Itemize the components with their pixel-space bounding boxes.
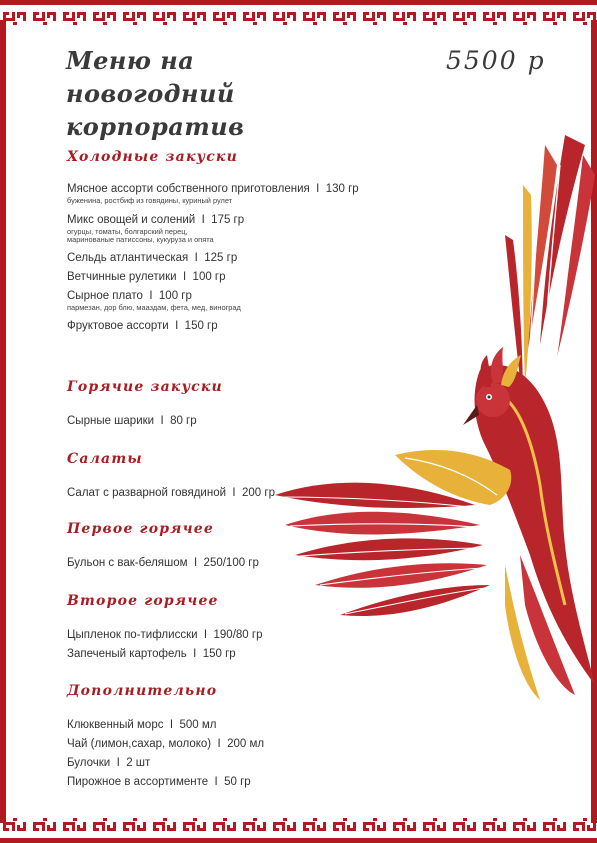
menu-item [67,181,359,206]
item-weight: 50 гр [224,776,251,788]
separator: I [194,251,198,264]
section-title: Второе горячее [67,593,219,609]
item-weight: 100 гр [192,270,226,283]
separator: I [182,270,187,283]
section-additional [67,682,264,790]
section-second-course [67,592,262,662]
section-first-course [67,520,259,571]
item-name: Мясное ассорти собственного приготовления [67,183,310,195]
item-name: Сырные шарики [67,415,155,427]
item-weight: 500 мл [179,719,217,731]
section-title: Холодные закуски [67,149,238,165]
separator: I [160,415,164,427]
menu-item [67,717,264,733]
separator: I [201,213,205,226]
item-name: Чай (лимон,сахар, молоко) [67,738,212,750]
menu-item [67,646,262,662]
separator: I [169,719,174,731]
menu-item [67,755,264,771]
item-weight: 125 гр [204,251,238,264]
item-name: Цыпленок по-тифлисски [67,629,198,641]
item-name: Клюквенный морс [67,719,164,731]
menu-item [67,288,359,313]
item-note: буженина, ростбиф из говядины, куриный рулет [67,196,233,205]
item-name: Булочки [67,757,111,769]
item-note: пармезан, дор блю, мааздам, фета, мед, виноград [67,302,241,312]
item-name: Запеченый картофель [67,648,187,660]
item-weight: 200 мл [227,738,265,750]
menu-item [67,269,359,285]
section-title: Дополнительно [67,683,218,699]
menu-item [67,736,264,752]
separator: I [193,648,197,660]
section-title: Первое горячее [67,521,215,537]
separator: I [217,738,221,750]
item-weight: 175 гр [211,213,245,226]
item-weight: 80 гр [170,415,197,427]
separator: I [316,183,320,195]
item-name: Сельдь атлантическая [67,251,189,264]
separator: I [214,776,218,788]
separator: I [232,487,236,499]
section-cold-starters [67,148,359,334]
section-title: Горячие закуски [67,379,223,395]
separator: I [149,289,153,302]
menu-item [67,627,262,643]
item-note-2: маринованые патиссоны, кукуруза и опята [67,235,214,244]
item-weight: 130 гр [325,183,359,195]
item-name: Пирожное в ассортименте [67,776,209,788]
item-weight: 150 гр [202,648,236,660]
item-name: Салат с разварной говядиной [67,487,227,499]
separator: I [203,629,208,641]
section-salads [67,450,275,501]
item-note: огурцы, томаты, болгарский перец, [67,226,188,236]
separator: I [193,557,198,569]
menu-item [67,774,264,790]
menu-item [67,212,359,245]
menu-item [67,318,359,334]
item-weight: 250/100 гр [203,557,259,569]
item-name: Микс овощей и солений [67,213,196,226]
item-weight: 200 гр [242,487,275,499]
separator: I [116,757,120,769]
menu-item [67,485,275,501]
section-hot-starters [67,378,223,429]
section-title: Салаты [67,451,143,467]
item-name: Фруктовое ассорти [67,320,169,332]
item-weight: 190/80 гр [213,629,263,641]
item-name: Сырное плато [67,289,143,302]
ornament-border-left [0,20,6,823]
price-label: 5500 р [446,46,546,75]
item-weight: 2 шт [126,757,151,769]
item-name: Бульон с вак-беляшом [67,557,188,569]
ornament-border-bottom [0,815,597,843]
item-name: Ветчинные рулетики [67,270,177,283]
separator: I [175,320,179,332]
menu-item [67,555,259,571]
menu-item [67,250,359,266]
page-title: Меню на новогодний корпоратив [66,46,245,141]
menu-item [67,413,223,429]
item-weight: 150 гр [184,320,218,332]
ornament-border-top [0,0,597,28]
item-weight: 100 гр [158,289,192,302]
